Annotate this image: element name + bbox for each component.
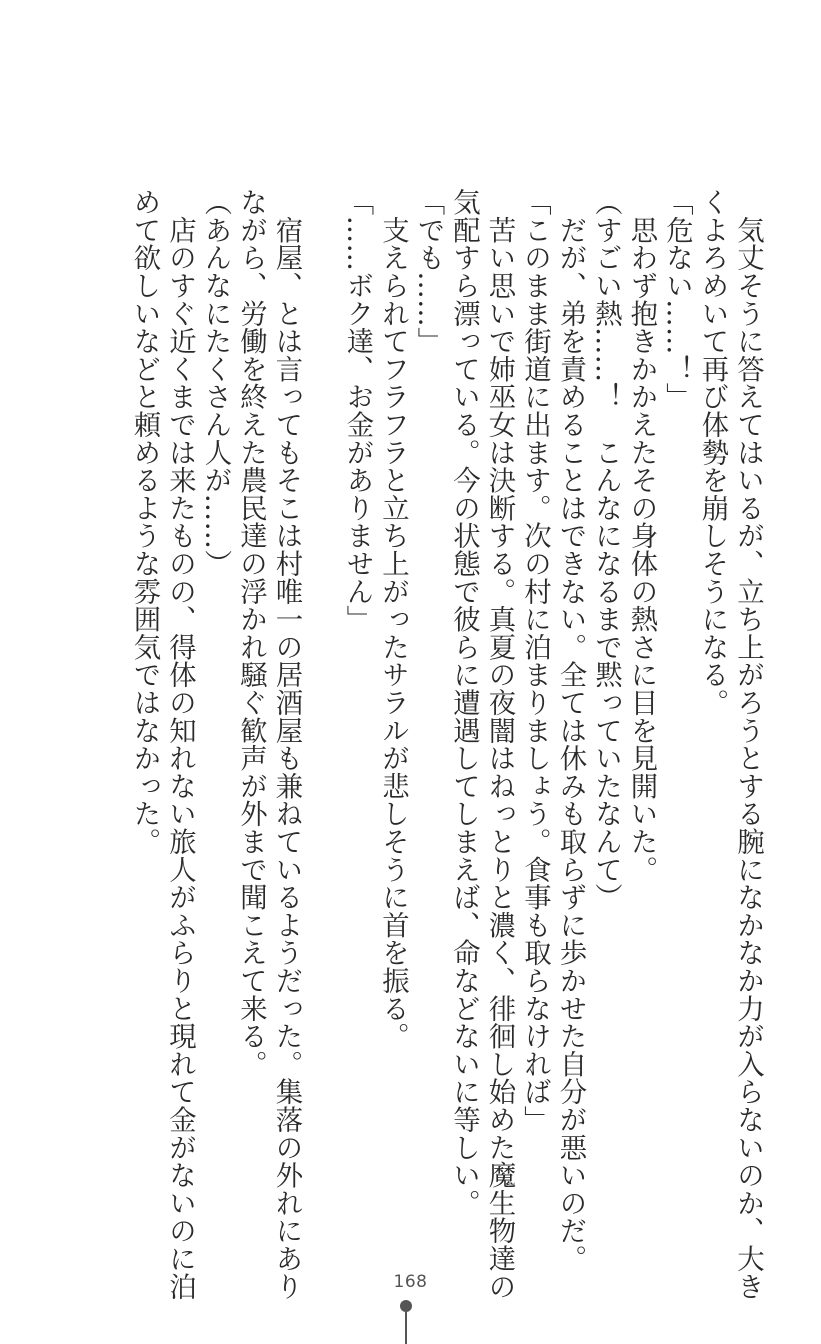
text-line: ながら、労働を終えた農民達の浮かれ騒ぐ歓声が外まで聞こえて来る。 <box>235 188 266 1078</box>
text-line: 苦い思いで姉巫女は決断する。真夏の夜闇はねっとりと濃く、徘徊し始めた魔生物達の <box>483 188 515 1300</box>
text-line: （あんなにたくさん人が……） <box>199 188 231 578</box>
text-line: 支えられてフラフラと立ち上がったサラルが悲しそうに首を振る。 <box>377 188 408 1050</box>
folio-dot-ornament <box>400 1300 412 1312</box>
text-line: 宿屋、とは言ってもそこは村唯一の居酒屋も兼ねているようだった。集落の外れにあり <box>270 188 302 1300</box>
text-line: めて欲しいなどと頼めるような雰囲気ではなかった。 <box>128 188 160 856</box>
folio-line-ornament <box>405 1312 407 1344</box>
text-line: 「危ない……！」 <box>661 188 692 411</box>
page-number: 168 <box>393 1272 428 1292</box>
text-line: 店のすぐ近くまでは来たものの、得体の知れない旅人がふらりと現れて金がないのに泊 <box>164 188 195 1300</box>
text-line: 気丈そうに答えてはいるが、立ち上がろうとする腕になかなか力が入らないのか、大き <box>732 188 763 1300</box>
text-line: 「でも……」 <box>412 188 444 355</box>
text-line: 「……ボク達、お金がありません」 <box>341 188 373 633</box>
text-line: 「このまま街道に出ます。次の村に泊まりましょう。食事も取らなければ」 <box>519 188 550 1134</box>
text-line: だが、弟を責めることはできない。全ては休みも取らずに歩かせた自分が悪いのだ。 <box>554 188 586 1273</box>
text-line: （すごい熱……！ こんなになるまで黙っていたなんて） <box>590 188 621 911</box>
text-line: くよろめいて再び体勢を崩しそうになる。 <box>696 188 728 717</box>
scene-break <box>304 188 340 1088</box>
text-line: 思わず抱きかかえたその身体の熱さに目を見開いた。 <box>625 188 657 883</box>
text-line: 気配すら漂っている。今の状態で彼らに遭遇してしまえば、命などないに等しい。 <box>448 188 479 1217</box>
